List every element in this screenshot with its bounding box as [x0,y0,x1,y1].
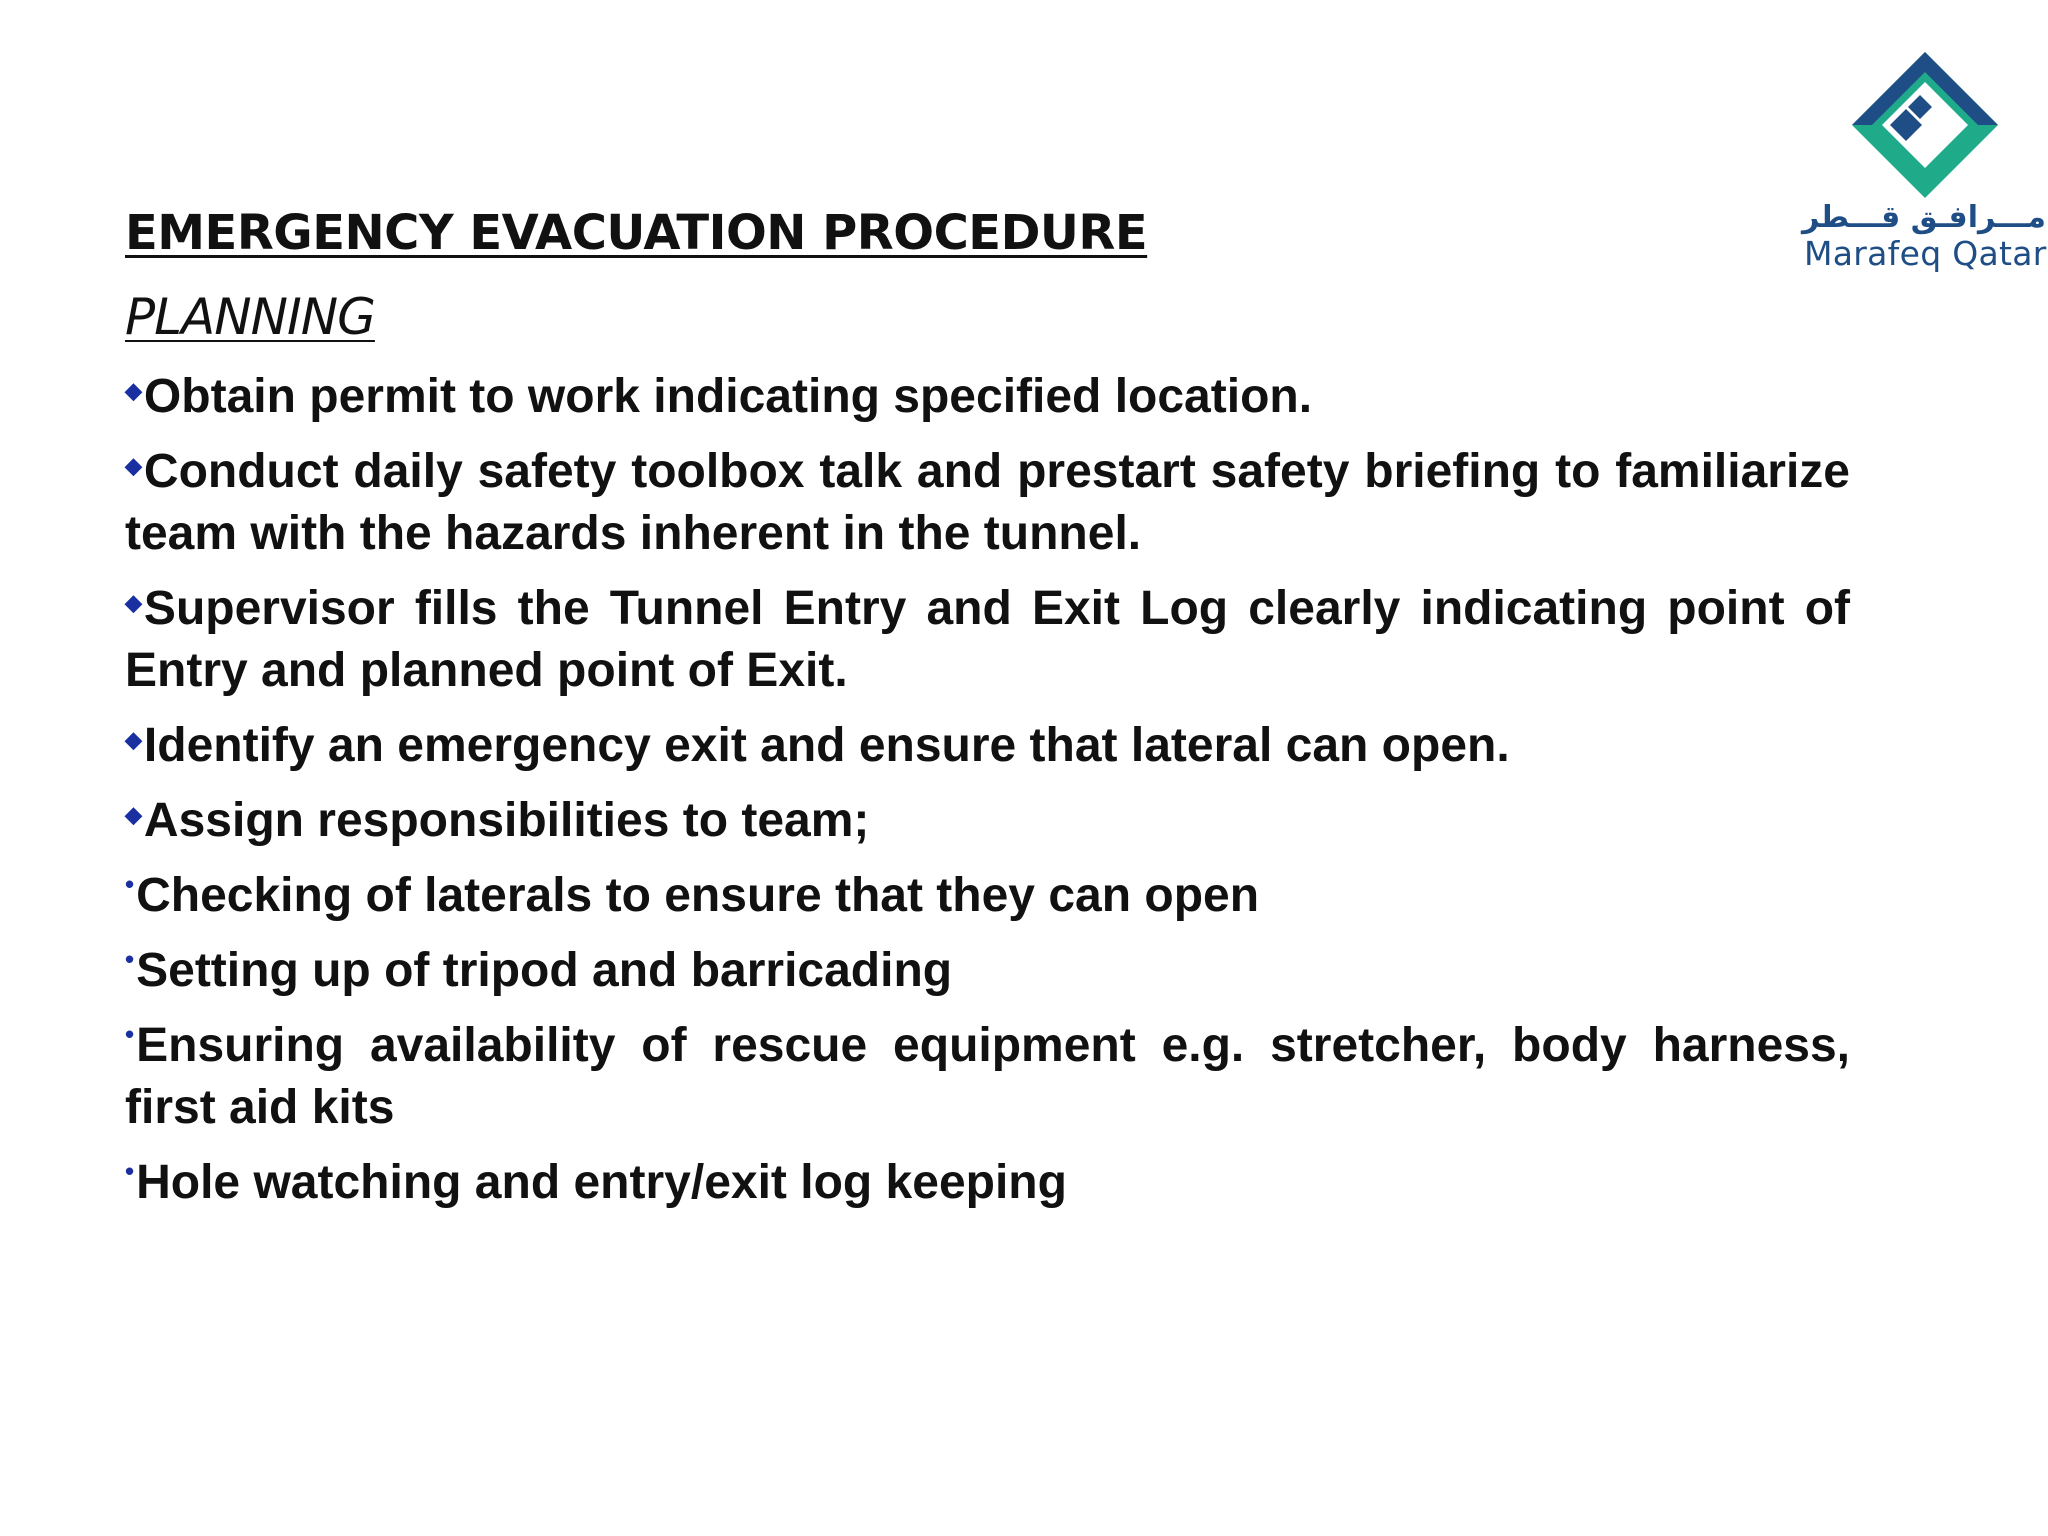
logo-arabic-text: مـــرافـق قـــطر [1802,200,2046,235]
bullet-item [125,441,1850,565]
section-heading: PLANNING [125,288,375,346]
bullet-text: Conduct daily safety toolbox talk and prestart safety briefing to familiarize team with the hazards inherent in the tunnel. [125,445,1850,560]
slide-title: EMERGENCY EVACUATION PROCEDURE [125,205,1148,261]
diamond-bullet-icon: ◆ [125,378,142,403]
logo-diamond-icon [1850,50,2000,200]
dot-bullet-icon: • [125,1019,135,1049]
diamond-bullet-icon: ◆ [125,590,142,615]
dot-bullet-icon: • [125,944,135,974]
diamond-bullet-icon: ◆ [125,453,142,478]
dot-bullet-icon: • [125,869,135,899]
bullet-list [125,366,1850,1227]
bullet-text: Hole watching and entry/exit log keeping [136,1156,1067,1209]
logo-latin-text: Marafeq Qatar [1804,234,2047,273]
bullet-text: Identify an emergency exit and ensure that lateral can open. [143,719,1510,772]
bullet-item [125,715,1850,777]
sub-bullet-item [125,940,1850,1002]
marafeq-qatar-logo [1800,50,2048,280]
bullet-text: Setting up of tripod and barricading [136,944,953,997]
diamond-bullet-icon: ◆ [125,727,142,752]
diamond-bullet-icon: ◆ [125,802,142,827]
sub-bullet-item [125,1015,1850,1139]
bullet-item [125,790,1850,852]
bullet-text: Checking of laterals to ensure that they can open [136,869,1260,922]
bullet-text: Ensuring availability of rescue equipment e.g. stretcher, body harness, first aid kits [125,1019,1850,1134]
bullet-text: Supervisor fills the Tunnel Entry and Exit Log clearly indicating point of Entry and planned point of Exit. [125,582,1850,697]
bullet-item [125,366,1850,428]
sub-bullet-item [125,1152,1850,1214]
bullet-text: Assign responsibilities to team; [143,794,870,847]
bullet-text: Obtain permit to work indicating specified location. [143,370,1313,423]
sub-bullet-item [125,865,1850,927]
dot-bullet-icon: • [125,1156,135,1186]
bullet-item [125,578,1850,702]
